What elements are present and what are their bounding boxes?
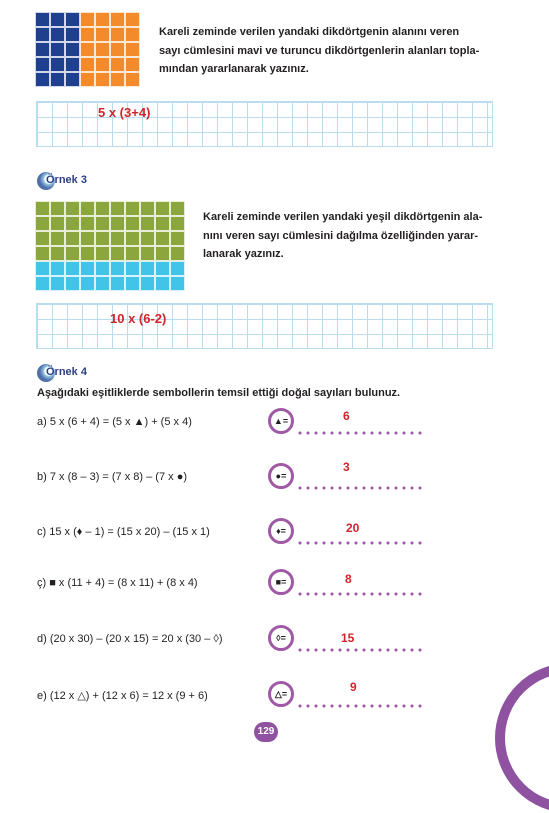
symbol-label-a: ▲= <box>273 416 289 426</box>
grid-cell <box>110 12 125 27</box>
dotted-line-e <box>296 704 426 708</box>
grid-cell <box>65 42 80 57</box>
answer-2: 10 x (6-2) <box>110 311 167 326</box>
grid-cell <box>125 276 140 291</box>
grid-cell <box>65 246 80 261</box>
grid-cell <box>95 201 110 216</box>
grid-cell <box>95 231 110 246</box>
example-3-paragraph <box>203 208 523 264</box>
symbol-label-d: ◊= <box>276 633 286 643</box>
grid-cell <box>65 231 80 246</box>
grid-cell <box>125 72 140 87</box>
grid-cell <box>140 246 155 261</box>
grid-cell <box>170 216 185 231</box>
grid-cell <box>95 246 110 261</box>
grid-cell <box>110 246 125 261</box>
grid-cell <box>80 12 95 27</box>
intro-line-1: Kareli zeminde verilen yandaki dikdörtgenin alanını veren <box>159 26 460 38</box>
equation-c: c) 15 x (♦ – 1) = (15 x 20) – (15 x 1) <box>37 526 210 538</box>
dotted-line-c-cedilla <box>296 592 426 596</box>
grid-cell <box>35 57 50 72</box>
answer-value-c: 20 <box>346 521 360 535</box>
grid-cell <box>95 27 110 42</box>
grid-cell <box>50 261 65 276</box>
symbol-label-c-cedilla: ■= <box>275 577 287 587</box>
dotted-line-a <box>296 431 426 435</box>
grid-cell <box>125 42 140 57</box>
grid-cell <box>125 231 140 246</box>
answer-ring-c-cedilla <box>268 569 294 595</box>
equation-d: d) (20 x 30) – (20 x 15) = 20 x (30 – ◊) <box>37 633 223 645</box>
grid-cell <box>80 246 95 261</box>
answer-value-b: 3 <box>343 460 350 474</box>
answer-value-a: 6 <box>343 409 350 423</box>
grid-cell <box>50 216 65 231</box>
grid-cell <box>80 72 95 87</box>
grid-cell <box>35 201 50 216</box>
grid-cell <box>170 231 185 246</box>
grid-cell <box>95 72 110 87</box>
grid-cell <box>95 57 110 72</box>
grid-cell <box>35 12 50 27</box>
grid-cell <box>95 216 110 231</box>
dotted-line-b <box>296 486 426 490</box>
grid-cell <box>110 27 125 42</box>
grid-cell <box>140 231 155 246</box>
grid-cell <box>80 42 95 57</box>
grid-cell <box>35 231 50 246</box>
grid-cell <box>35 276 50 291</box>
equation-b: b) 7 x (8 – 3) = (7 x 8) – (7 x ●) <box>37 471 187 483</box>
grid-cell <box>170 261 185 276</box>
decorative-arc <box>495 663 549 813</box>
grid-cell <box>35 42 50 57</box>
answer-ring-b <box>268 463 294 489</box>
grid-cell <box>50 246 65 261</box>
dotted-line-d <box>296 648 426 652</box>
grid-cell <box>80 27 95 42</box>
grid-cell <box>50 231 65 246</box>
grid-cell <box>170 246 185 261</box>
equation-a: a) 5 x (6 + 4) = (5 x ▲) + (5 x 4) <box>37 416 192 428</box>
answer-value-e: 9 <box>350 680 357 694</box>
grid-cell <box>110 231 125 246</box>
answer-grid-2 <box>36 303 493 349</box>
grid-cell <box>65 276 80 291</box>
grid-cell <box>155 216 170 231</box>
grid-cell <box>35 72 50 87</box>
grid-cell <box>110 201 125 216</box>
grid-cell <box>80 57 95 72</box>
symbol-label-c: ♦= <box>276 526 286 536</box>
grid-cell <box>95 276 110 291</box>
answer-ring-a <box>268 408 294 434</box>
grid-cell <box>50 276 65 291</box>
grid-cell <box>155 276 170 291</box>
example-4-instruction: Aşağıdaki eşitliklerde sembollerin temsil ettiği doğal sayıları bulunuz. <box>37 387 401 399</box>
grid-cell <box>125 27 140 42</box>
symbol-label-e: △= <box>274 689 288 699</box>
grid-cell <box>65 57 80 72</box>
green-cyan-grid-figure <box>35 201 185 291</box>
grid-cell <box>110 42 125 57</box>
grid-cell <box>155 231 170 246</box>
grid-cell <box>80 231 95 246</box>
grid-cell <box>65 216 80 231</box>
grid-cell <box>125 201 140 216</box>
grid-cell <box>110 57 125 72</box>
example-3-line-2: nını veren sayı cümlesini dağılma özelliğinden yarar- <box>203 229 479 242</box>
equation-e: e) (12 x △) + (12 x 6) = 12 x (9 + 6) <box>37 690 208 702</box>
grid-cell <box>65 261 80 276</box>
grid-cell <box>95 12 110 27</box>
grid-cell <box>65 12 80 27</box>
grid-cell <box>50 57 65 72</box>
grid-cell <box>140 261 155 276</box>
grid-cell <box>125 216 140 231</box>
grid-cell <box>125 246 140 261</box>
grid-cell <box>50 201 65 216</box>
grid-cell <box>140 216 155 231</box>
grid-cell <box>125 12 140 27</box>
answer-value-c-cedilla: 8 <box>345 572 352 586</box>
answer-ring-c <box>268 518 294 544</box>
grid-cell <box>50 27 65 42</box>
grid-cell <box>95 261 110 276</box>
grid-cell <box>140 201 155 216</box>
grid-cell <box>35 246 50 261</box>
grid-cell <box>65 201 80 216</box>
answer-1: 5 x (3+4) <box>98 105 151 120</box>
blue-orange-grid-figure <box>35 12 140 87</box>
page-number: 129 <box>254 722 278 742</box>
grid-cell <box>50 12 65 27</box>
grid-cell <box>80 261 95 276</box>
grid-cell <box>65 72 80 87</box>
intro-line-3: mından yararlanarak yazınız. <box>159 63 309 75</box>
grid-cell <box>155 201 170 216</box>
grid-cell <box>140 276 155 291</box>
example-3-line-1: Kareli zeminde verilen yandaki yeşil dikdörtgenin ala- <box>203 211 483 223</box>
grid-cell <box>110 72 125 87</box>
grid-cell <box>80 276 95 291</box>
grid-cell <box>155 246 170 261</box>
grid-cell <box>95 42 110 57</box>
grid-cell <box>125 261 140 276</box>
grid-cell <box>80 201 95 216</box>
example-4-label: Örnek 4 <box>46 366 87 378</box>
grid-cell <box>35 216 50 231</box>
grid-cell <box>35 27 50 42</box>
answer-value-d: 15 <box>341 631 355 645</box>
answer-ring-d <box>268 625 294 651</box>
grid-cell <box>110 276 125 291</box>
grid-cell <box>110 261 125 276</box>
symbol-label-b: ●= <box>275 471 287 481</box>
dotted-line-c <box>296 541 426 545</box>
grid-cell <box>110 216 125 231</box>
grid-cell <box>65 27 80 42</box>
grid-cell <box>170 276 185 291</box>
example-3-line-3: lanarak yazınız. <box>203 248 284 260</box>
intro-line-2: sayı cümlesini mavi ve turuncu dikdörtgenlerin alanları topla- <box>159 44 480 57</box>
answer-ring-e <box>268 681 294 707</box>
grid-cell <box>50 72 65 87</box>
example-3-label: Örnek 3 <box>46 174 87 186</box>
grid-cell <box>125 57 140 72</box>
intro-paragraph <box>159 23 519 79</box>
grid-cell <box>155 261 170 276</box>
grid-cell <box>170 201 185 216</box>
grid-cell <box>80 216 95 231</box>
grid-cell <box>35 261 50 276</box>
equation-c-cedilla: ç) ■ x (11 + 4) = (8 x 11) + (8 x 4) <box>37 577 198 589</box>
grid-cell <box>50 42 65 57</box>
